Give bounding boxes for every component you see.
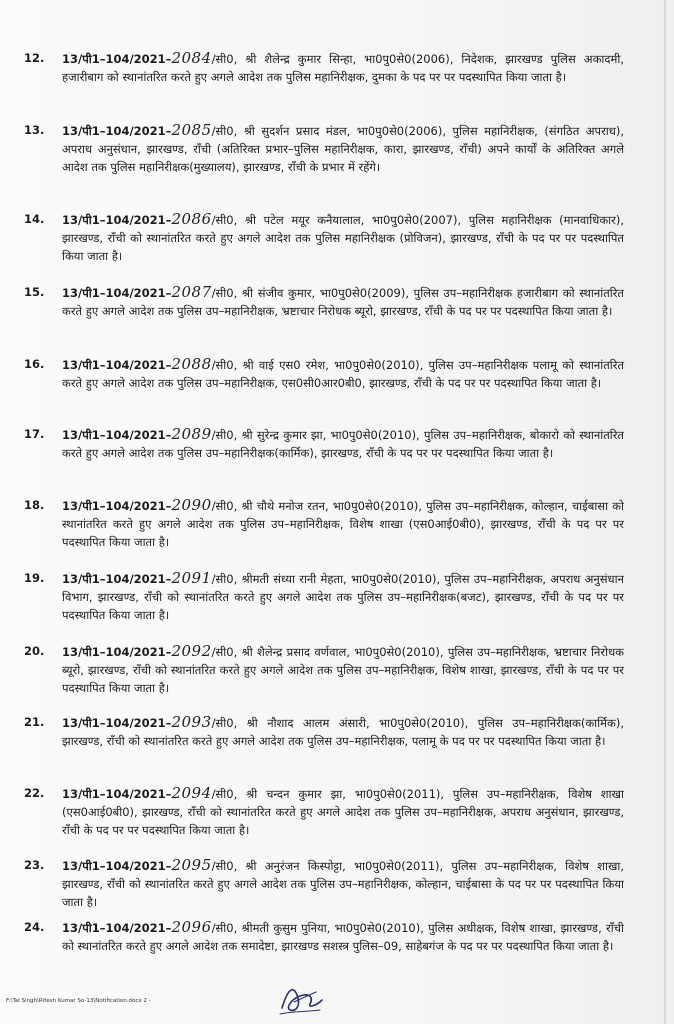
signature-mark — [276, 978, 328, 1018]
order-reference: 13/पी1–104/2021– — [62, 358, 172, 372]
entry-number: 16. — [24, 357, 45, 371]
order-details: /सी0, श्री संजीव कुमार, भा0पु0से0(2009), पुलिस उप–महानिरीक्षक हजारीबाग को स्थानांतरित करते हुए अगले आदेश तक पुलिस उप–महानिरीक्षक, भ्रष्टाचार निरोधक ब्यूरो, झारखण्ड, राँची के पद पर पर पदस्थापित किया जाता है। — [62, 286, 624, 318]
order-reference: 13/पी1–104/2021– — [62, 499, 172, 513]
order-reference: 13/पी1–104/2021– — [62, 428, 172, 442]
entry-text — [62, 642, 624, 697]
entry-number: 17. — [24, 427, 45, 441]
order-reference: 13/पी1–104/2021– — [62, 645, 172, 659]
entry-text — [62, 283, 624, 320]
entry-number: 24. — [24, 920, 45, 934]
entry-text — [62, 856, 624, 911]
order-reference: 13/पी1–104/2021– — [62, 921, 172, 935]
entry-text — [62, 569, 624, 624]
handwritten-number: 2087 — [171, 283, 212, 301]
handwritten-number: 2088 — [171, 355, 212, 373]
entry-number: 13. — [24, 123, 45, 137]
order-reference: 13/पी1–104/2021– — [62, 716, 172, 730]
entry-text — [62, 425, 624, 462]
entry-text — [62, 918, 624, 955]
order-details: /सी0, श्री नौशाद आलम अंसारी, भा0पु0से0(2010), पुलिस उप–महानिरीक्षक(कार्मिक), झारखण्ड, राँची को स्थानांतरित करते हुए अगले आदेश तक पुलिस उप–महानिरीक्षक, पलामू के पद पर पर पदस्थापित किया जाता है। — [62, 716, 624, 748]
order-details: /सी0, श्री शैलेन्द्र कुमार सिन्हा, भा0पु0से0(2006), निदेशक, झारखण्ड पुलिस अकादमी, हजारीबाग को स्थानांतरित करते हुए अगले आदेश तक पुलिस महानिरीक्षक, दुमका के पद पर पर पदस्थापित किया जाता है। — [62, 52, 624, 84]
order-reference: 13/पी1–104/2021– — [62, 572, 172, 586]
order-reference: 13/पी1–104/2021– — [62, 52, 172, 66]
entry-text — [62, 784, 624, 839]
handwritten-number: 2094 — [171, 784, 212, 802]
handwritten-number: 2086 — [171, 210, 212, 228]
order-reference: 13/पी1–104/2021– — [62, 124, 172, 138]
handwritten-number: 2091 — [171, 569, 212, 587]
order-details: /सी0, श्री शैलेन्द्र प्रसाद वर्णवाल, भा0पु0से0(2010), पुलिस उप–महानिरीक्षक, भ्रष्टाचार निरोधक ब्यूरो, झारखण्ड, राँची को स्थानांतरित करते हुए अगले आदेश तक पुलिस उप–महानिरीक्षक, विशेष शाखा, झारखण्ड, राँची के पद पर पर पदस्थापित किया जाता है। — [62, 645, 624, 695]
entry-text — [62, 496, 624, 551]
entry-number: 18. — [24, 498, 45, 512]
order-details: /सी0, श्री सुरेन्द्र कुमार झा, भा0पु0से0(2010), पुलिस उप–महानिरीक्षक, बोकारो को स्थानांतरित करते हुए अगले आदेश तक पुलिस उप–महानिरीक्षक(कार्मिक), झारखण्ड, राँची के पद पर पर पदस्थापित किया जाता है। — [62, 428, 624, 460]
order-details: /सी0, श्रीमती संध्या रानी मेहता, भा0पु0से0(2010), पुलिस उप–महानिरीक्षक, अपराध अनुसंधान विभाग, झारखण्ड, राँची को स्थानांतरित करते हुए अगले आदेश तक पुलिस उप–महानिरीक्षक(बजट), झारखण्ड, राँची के पद पर पर पदस्थापित किया जाता है। — [62, 572, 624, 622]
entry-text — [62, 121, 624, 176]
entry-number: 14. — [24, 212, 45, 226]
entry-number: 21. — [24, 715, 45, 729]
order-details: /सी0, श्री पटेल मयूर कनैयालाल, भा0पु0से0(2007), पुलिस महानिरीक्षक (मानवाधिकार), झारखण्ड, राँची को स्थानांतरित करते हुए अगले आदेश तक पुलिस महानिरीक्षक (प्रोविजन), झारखण्ड, राँची के पद पर पर पदस्थापित किया जाता है। — [62, 213, 624, 263]
page-edge — [664, 0, 666, 1024]
handwritten-number: 2095 — [171, 856, 212, 874]
file-path-footer: F:\Tal Singh\Ritesh Kumar So-13\Notification.docx 2 - — [6, 998, 151, 1004]
handwritten-number: 2090 — [171, 496, 212, 514]
entry-text — [62, 210, 624, 265]
order-details: /सी0, श्री चौथे मनोज रतन, भा0पु0से0(2010), पुलिस उप–महानिरीक्षक, कोल्हान, चाईबासा को स्थानांतरित करते हुए अगले आदेश तक पुलिस उप–महानिरीक्षक, विशेष शाखा (एस0आई0बी0), झारखण्ड, राँची के पद पर पर पदस्थापित किया जाता है। — [62, 499, 624, 549]
entry-text — [62, 713, 624, 750]
handwritten-number: 2092 — [171, 642, 212, 660]
entry-number: 23. — [24, 858, 45, 872]
entry-text — [62, 49, 624, 86]
order-details: /सी0, श्री वाई एस0 रमेश, भा0पु0से0(2010), पुलिस उप–महानिरीक्षक पलामू को स्थानांतरित करते हुए अगले आदेश तक पुलिस उप–महानिरीक्षक, एस0सी0आर0बी0, झारखण्ड, राँची के पद पर पर पदस्थापित किया जाता है। — [62, 358, 624, 390]
handwritten-number: 2084 — [171, 49, 212, 67]
order-reference: 13/पी1–104/2021– — [62, 859, 172, 873]
handwritten-number: 2089 — [171, 425, 212, 443]
entry-number: 20. — [24, 644, 45, 658]
order-details: /सी0, श्री अनुरंजन किस्पोट्टा, भा0पु0से0(2011), पुलिस उप–महानिरीक्षक, विशेष शाखा, झारखण्ड, राँची को स्थानांतरित करते हुए अगले आदेश तक पुलिस उप–महानिरीक्षक, कोल्हान, चाईबासा के पद पर पर पदस्थापित किया जाता है। — [62, 859, 624, 909]
handwritten-number: 2093 — [171, 713, 212, 731]
entry-text — [62, 355, 624, 392]
entry-number: 19. — [24, 571, 45, 585]
handwritten-number: 2096 — [171, 918, 212, 936]
entry-number: 15. — [24, 285, 45, 299]
order-reference: 13/पी1–104/2021– — [62, 787, 172, 801]
entry-number: 22. — [24, 786, 45, 800]
handwritten-number: 2085 — [171, 121, 212, 139]
order-reference: 13/पी1–104/2021– — [62, 213, 172, 227]
order-reference: 13/पी1–104/2021– — [62, 286, 172, 300]
order-details: /सी0, श्री चन्दन कुमार झा, भा0पु0से0(2011), पुलिस उप–महानिरीक्षक, विशेष शाखा (एस0आई0बी0), झारखण्ड, राँची को स्थानांतरित करते हुए अगले आदेश तक पुलिस उप–महानिरीक्षक, अपराध अनुसंधान, झारखण्ड, राँची के पद पर पर पदस्थापित किया जाता है। — [62, 787, 624, 837]
entry-number: 12. — [24, 51, 45, 65]
order-details: /सी0, श्री सुदर्शन प्रसाद मंडल, भा0पु0से0(2006), पुलिस महानिरीक्षक, (संगठित अपराध), अपराध अनुसंधान, झारखण्ड, राँची (अतिरिक्त प्रभार–पुलिस महानिरीक्षक, कारा, झारखण्ड, राँची) अपने कार्यों के अतिरिक्त अगले आदेश तक पुलिस महानिरीक्षक(मुख्यालय), झारखण्ड, राँची के प्रभार में रहेंगे। — [62, 124, 624, 174]
order-details: /सी0, श्रीमती कुसुम पुनिया, भा0पु0से0(2010), पुलिस अधीक्षक, विशेष शाखा, झारखण्ड, राँची को स्थानांतरित करते हुए अगले आदेश तक समादेष्टा, झारखण्ड सशस्त्र पुलिस–09, साहेबगंज के पद पर पर पदस्थापित किया जाता है। — [62, 921, 624, 953]
